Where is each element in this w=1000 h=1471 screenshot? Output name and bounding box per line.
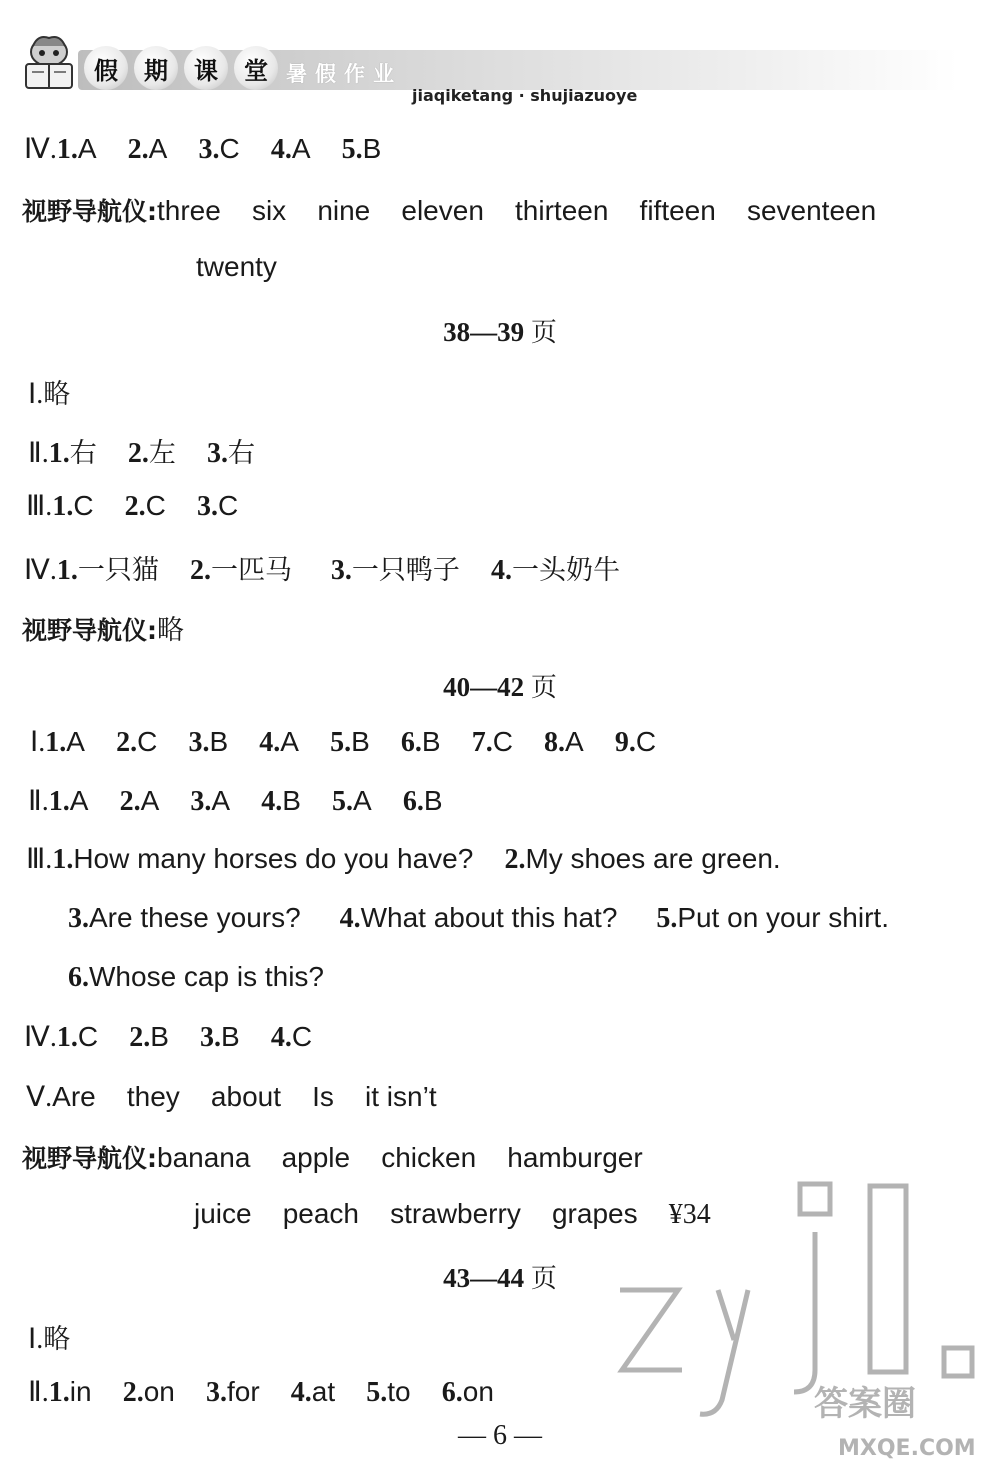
header-pinyin: jiaqiketang · shujiazuoye bbox=[412, 86, 638, 105]
header-title bbox=[84, 46, 278, 90]
answer-row-iv: Ⅳ.1.C 2.B 3.B 4.C bbox=[24, 1021, 313, 1053]
vision-row-continued: twenty bbox=[196, 251, 277, 282]
vision-label: 视野导航仪: bbox=[22, 1144, 157, 1173]
answer-row-v: Ⅴ.Are they about Is it isn’t bbox=[26, 1081, 437, 1113]
answer-row-ii: Ⅱ.1.A 2.A 3.A 4.B 5.A 6.B bbox=[28, 785, 443, 817]
vision-row: 视野导航仪:three six nine eleven thirteen fifteen seventeen bbox=[22, 195, 877, 226]
watermark-url: MXQE.COM bbox=[838, 1436, 976, 1461]
vision-row: 视野导航仪:banana apple chicken hamburger bbox=[22, 1142, 643, 1173]
mascot-logo-icon bbox=[18, 30, 80, 92]
watermark-logo-icon bbox=[608, 1170, 1000, 1470]
answer-row-iv: Ⅳ.1.一只猫 2.一匹马 3.一只鸭子 4.一头奶牛 bbox=[24, 555, 620, 586]
header-subtitle: 暑假作业 bbox=[286, 62, 402, 86]
vision-row-continued: juice peach strawberry grapes ¥34 bbox=[194, 1198, 711, 1230]
answer-row-iii-continued: 3.Are these yours? 4.What about this hat? 5.Put on your shirt. bbox=[68, 902, 889, 934]
title-char: 课 bbox=[184, 46, 228, 90]
vision-label: 视野导航仪: bbox=[22, 616, 157, 645]
answer-row-i: Ⅰ.1.A 2.C 3.B 4.A 5.B 6.B 7.C 8.A 9.C bbox=[30, 726, 657, 758]
page-header bbox=[0, 0, 1000, 115]
answer-row-iii: Ⅲ.1.How many horses do you have? 2.My shoes are green. bbox=[26, 843, 781, 875]
vision-row: 视野导航仪:略 bbox=[22, 615, 184, 646]
page-number: — 6 — bbox=[458, 1420, 542, 1451]
answer-row-iv: Ⅳ.1.A 2.A 3.C 4.A 5.B bbox=[24, 133, 382, 165]
answer-row-ii: Ⅱ.1.右 2.左 3.右 bbox=[28, 438, 256, 469]
section-heading: 38—39 页 bbox=[443, 317, 557, 348]
watermark-brand: 答案圈 bbox=[814, 1384, 916, 1424]
title-char: 期 bbox=[134, 46, 178, 90]
section-heading: 40—42 页 bbox=[443, 672, 557, 703]
answer-row-i: Ⅰ.略 bbox=[28, 1324, 71, 1355]
answer-row-i: Ⅰ.略 bbox=[28, 379, 71, 410]
title-char: 堂 bbox=[234, 46, 278, 90]
answer-row-ii: Ⅱ.1.in 2.on 3.for 4.at 5.to 6.on bbox=[28, 1376, 494, 1408]
answer-row-iii-continued: 6.Whose cap is this? bbox=[68, 961, 324, 993]
section-heading: 43—44 页 bbox=[443, 1263, 557, 1294]
title-char: 假 bbox=[84, 46, 128, 90]
answer-row-iii: Ⅲ.1.C 2.C 3.C bbox=[26, 490, 239, 522]
vision-label: 视野导航仪: bbox=[22, 197, 157, 226]
